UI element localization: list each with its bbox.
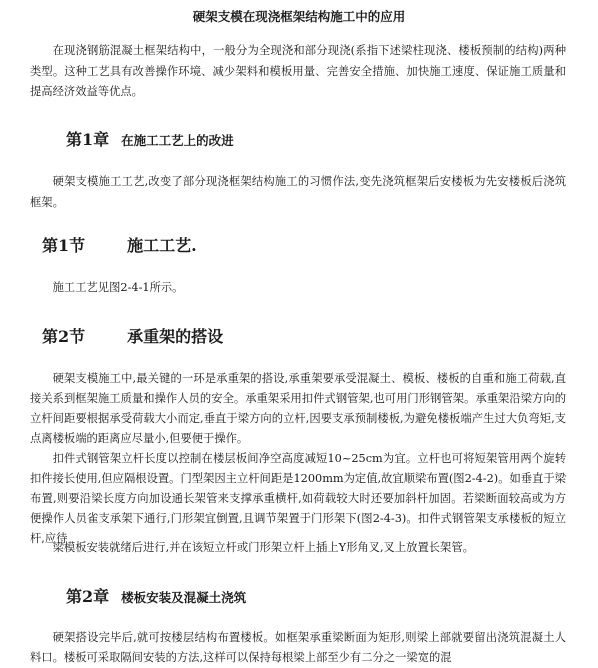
chapter-1-number: 第1章 [66, 130, 110, 149]
section-2-number: 第2节 [42, 327, 86, 346]
section-1-heading [42, 233, 197, 256]
chapter-2-heading [66, 584, 246, 607]
document-title: 硬架支模在现浇框架结构施工中的应用 [192, 9, 406, 24]
chapter-2-paragraph: 硬架搭设完毕后,就可按楼层结构布置楼板。如框架承重梁断面为矩形,则梁上部就要留出浇筑混凝土人料口。楼板可采取隔间安装的方法,这样可以保持每根梁上部至少有二分之一梁宽的混 [30, 631, 566, 664]
intro-paragraph: 在现浇钢筋混凝土框架结构中，一般分为全现浇和部分现浇(系指下述梁柱现浇、楼板预制的结构)两种类型。这种工艺具有改善操作环境、减少架料和模板用量、完善安全措施、加快施工速度、保证施工质量和提高经济效益等优点。 [30, 44, 566, 98]
section-2-paragraph-1: 硬架支模施工中,最关键的一环是承重架的搭设,承重架要承受混凝土、模板、楼板的自重和施工荷载,直接关系到框架施工质量和操作人员的安全。承重架采用扣件式钢管架,也可用门形钢管架。承重架沿梁方向的立杆间距要根据承受荷载大小而定,垂直于梁方向的立杆,因要支承预制楼板,为避免楼板端产生过大负弯矩,支点离楼板端的距离应尽量小,但要便于操作。 [30, 372, 566, 445]
section-2-title: 承重架的搭设 [127, 327, 224, 346]
chapter-2-number: 第2章 [66, 587, 110, 606]
chapter-2-title: 楼板安装及混凝土浇筑 [121, 590, 247, 605]
section-1-paragraph: 施工工艺见图2-4-1所示。 [52, 281, 184, 294]
section-2-heading [42, 324, 223, 347]
section-1-title: 施工工艺. [127, 236, 197, 255]
section-1-number: 第1节 [42, 236, 86, 255]
chapter-1-heading [66, 127, 234, 150]
chapter-1-paragraph: 硬架支模施工工艺,改变了部分现浇框架结构施工的习惯作法,变先浇筑框架后安楼板为先安楼板后浇筑框架。 [30, 175, 566, 209]
section-2-paragraph-3: 梁模板安装就绪后进行,并在该短立杆或门形架立杆上插上Y形角叉,叉上放置长架管。 [52, 541, 474, 554]
chapter-1-title: 在施工工艺上的改进 [121, 133, 234, 148]
section-2-paragraph-2: 扣件式钢管架立杆长度以控制在楼层板间净空高度减短10~25cm为宜。立杆也可将短架管用两个旋转扣件接长使用,但应隔根设置。门型架因主立杆间距是1200mm为定值,故宜顺梁布置(图2-4-2)。如垂直于梁布置,则要沿梁长度方向加设通长架管来支撑承重横杆,如荷载较大时还要加斜杆加固。若梁断面较高或为方便操作人员雀支承架下通行,门形架宜倒置,且调节架置于门形架下(图2-4-3)。扣件式钢管架支承楼板的短立杆,应待 [30, 452, 566, 545]
